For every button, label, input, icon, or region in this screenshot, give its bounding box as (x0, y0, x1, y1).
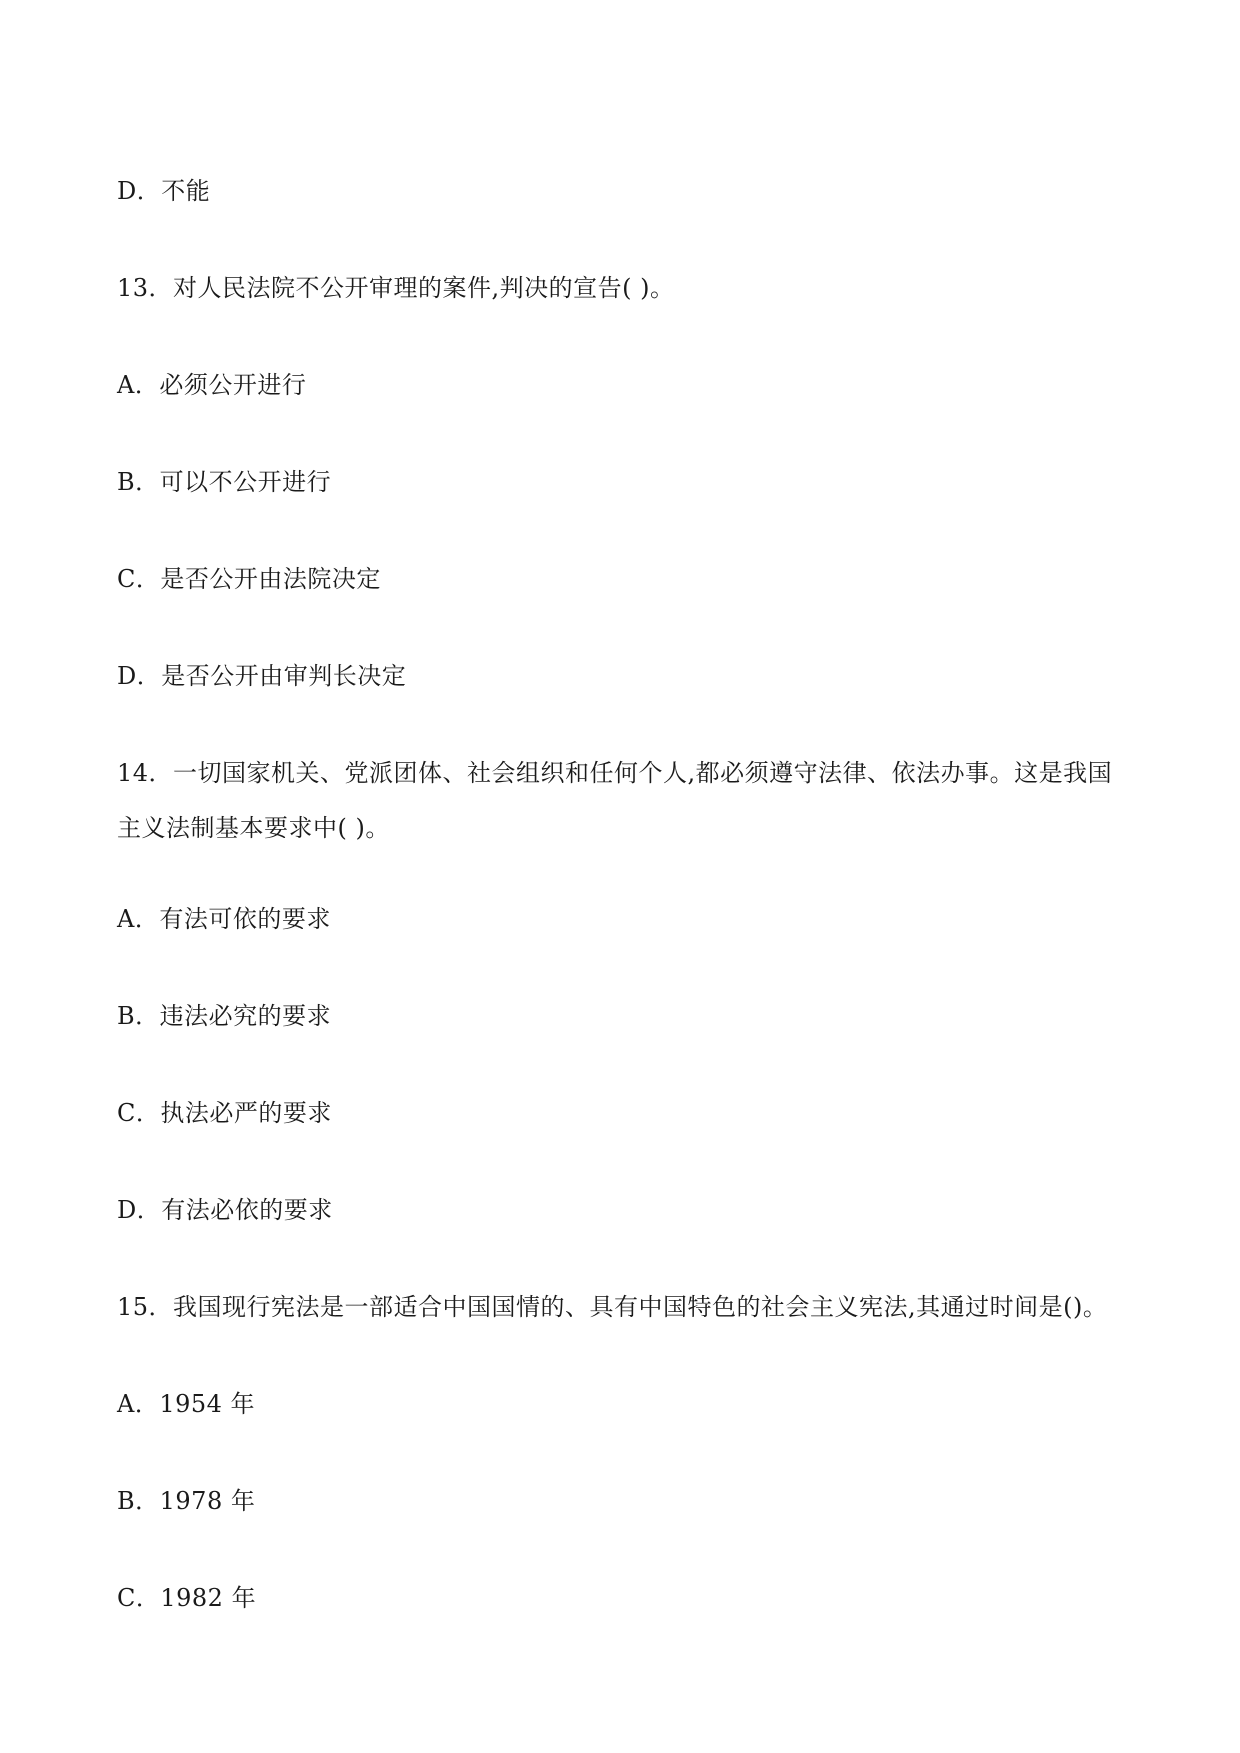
option-12-d: D．不能 (117, 177, 211, 205)
option-13-a: A．必须公开进行 (117, 371, 307, 399)
option-13-d: D．是否公开由审判长决定 (117, 662, 407, 690)
option-14-d: D．有法必依的要求 (117, 1196, 333, 1224)
option-14-b: B．违法必究的要求 (117, 1002, 332, 1030)
option-15-b: B．1978 年 (117, 1487, 256, 1515)
option-15-c: C．1982 年 (117, 1584, 257, 1612)
option-14-a: A．有法可依的要求 (117, 905, 331, 933)
option-14-c: C．执法必严的要求 (117, 1099, 332, 1127)
question-14-line-2: 主义法制基本要求中( )。 (117, 814, 390, 842)
option-15-a: A．1954 年 (117, 1390, 256, 1418)
option-13-c: C．是否公开由法院决定 (117, 565, 381, 593)
option-13-b: B．可以不公开进行 (117, 468, 332, 496)
question-13: 13．对人民法院不公开审理的案件,判决的宣告( )。 (117, 274, 675, 302)
question-15: 15．我国现行宪法是一部适合中国国情的、具有中国特色的社会主义宪法,其通过时间是()。 (117, 1293, 1108, 1321)
question-14-line-1: 14．一切国家机关、党派团体、社会组织和任何个人,都必须遵守法律、依法办事。这是我国 (117, 759, 1113, 787)
